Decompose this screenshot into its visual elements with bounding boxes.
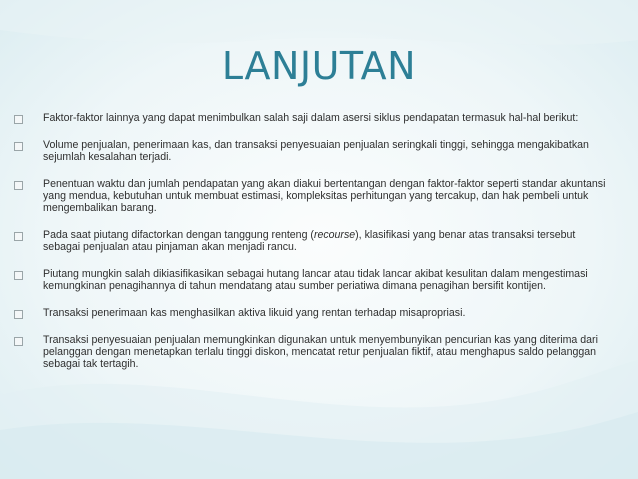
bullet-item — [14, 229, 614, 253]
bullet-marker-icon — [14, 115, 23, 124]
bullet-item — [14, 334, 614, 370]
bullet-marker-icon — [14, 181, 23, 190]
bullet-text-part: Pada saat piutang difactorkan dengan tanggung renteng ( — [43, 229, 314, 241]
bullet-text: Faktor-faktor lainnya yang dapat menimbulkan salah saji dalam asersi siklus pendapatan termasuk hal-hal berikut: — [43, 112, 579, 124]
bullet-item — [14, 139, 614, 163]
bullet-text-part: ), klasifikasi yang benar atas transaksi tersebut sebagai penjualan atau pinjaman akan menjadi rancu. — [43, 229, 576, 253]
bullet-marker-icon — [14, 232, 23, 241]
bullet-text: Penentuan waktu dan jumlah pendapatan yang akan diakui bertentangan dengan faktor-faktor seperti standar akuntansi yang mendua, kebutuhan untuk membuat estimasi, kompleksitas perhitungan yang tercakup, dan hak pembeli untuk mengembalikan barang. — [43, 178, 606, 214]
bullet-marker-icon — [14, 337, 23, 346]
bullet-item — [14, 112, 614, 124]
bullet-marker-icon — [14, 271, 23, 280]
bullet-item — [14, 268, 614, 292]
bullet-marker-icon — [14, 142, 23, 151]
bullet-text-italic: recourse — [313, 229, 356, 241]
bullet-text: Transaksi penerimaan kas menghasilkan aktiva likuid yang rentan terhadap misapropriasi. — [43, 307, 466, 319]
bullet-text — [43, 229, 614, 253]
bullet-item — [14, 307, 614, 319]
slide-title: LANJUTAN — [221, 44, 417, 88]
bullet-text: Piutang mungkin salah dikiasifikasikan sebagai hutang lancar atau tidak lancar akibat kesulitan dalam mengestimasi kemungkinan penagihannya di tahun mendatang atau sumber periatiwa dimana penagihan bersifit kontijen. — [43, 268, 588, 292]
bullet-text: Transaksi penyesuaian penjualan memungkinkan digunakan untuk menyembunyikan pencurian kas yang diterima dari pelanggan dengan menetapkan terlalu tinggi diskon, mencatat retur penjualan fiktif, atau menghapus saldo pelanggan sebagai tak tertagih. — [43, 334, 598, 370]
bullet-item — [14, 178, 614, 214]
bullet-list — [14, 112, 614, 385]
bullet-text: Volume penjualan, penerimaan kas, dan transaksi penyesuaian penjualan seringkali tinggi, sehingga mengakibatkan sejumlah kesalahan terjadi. — [43, 139, 589, 163]
bullet-marker-icon — [14, 310, 23, 319]
